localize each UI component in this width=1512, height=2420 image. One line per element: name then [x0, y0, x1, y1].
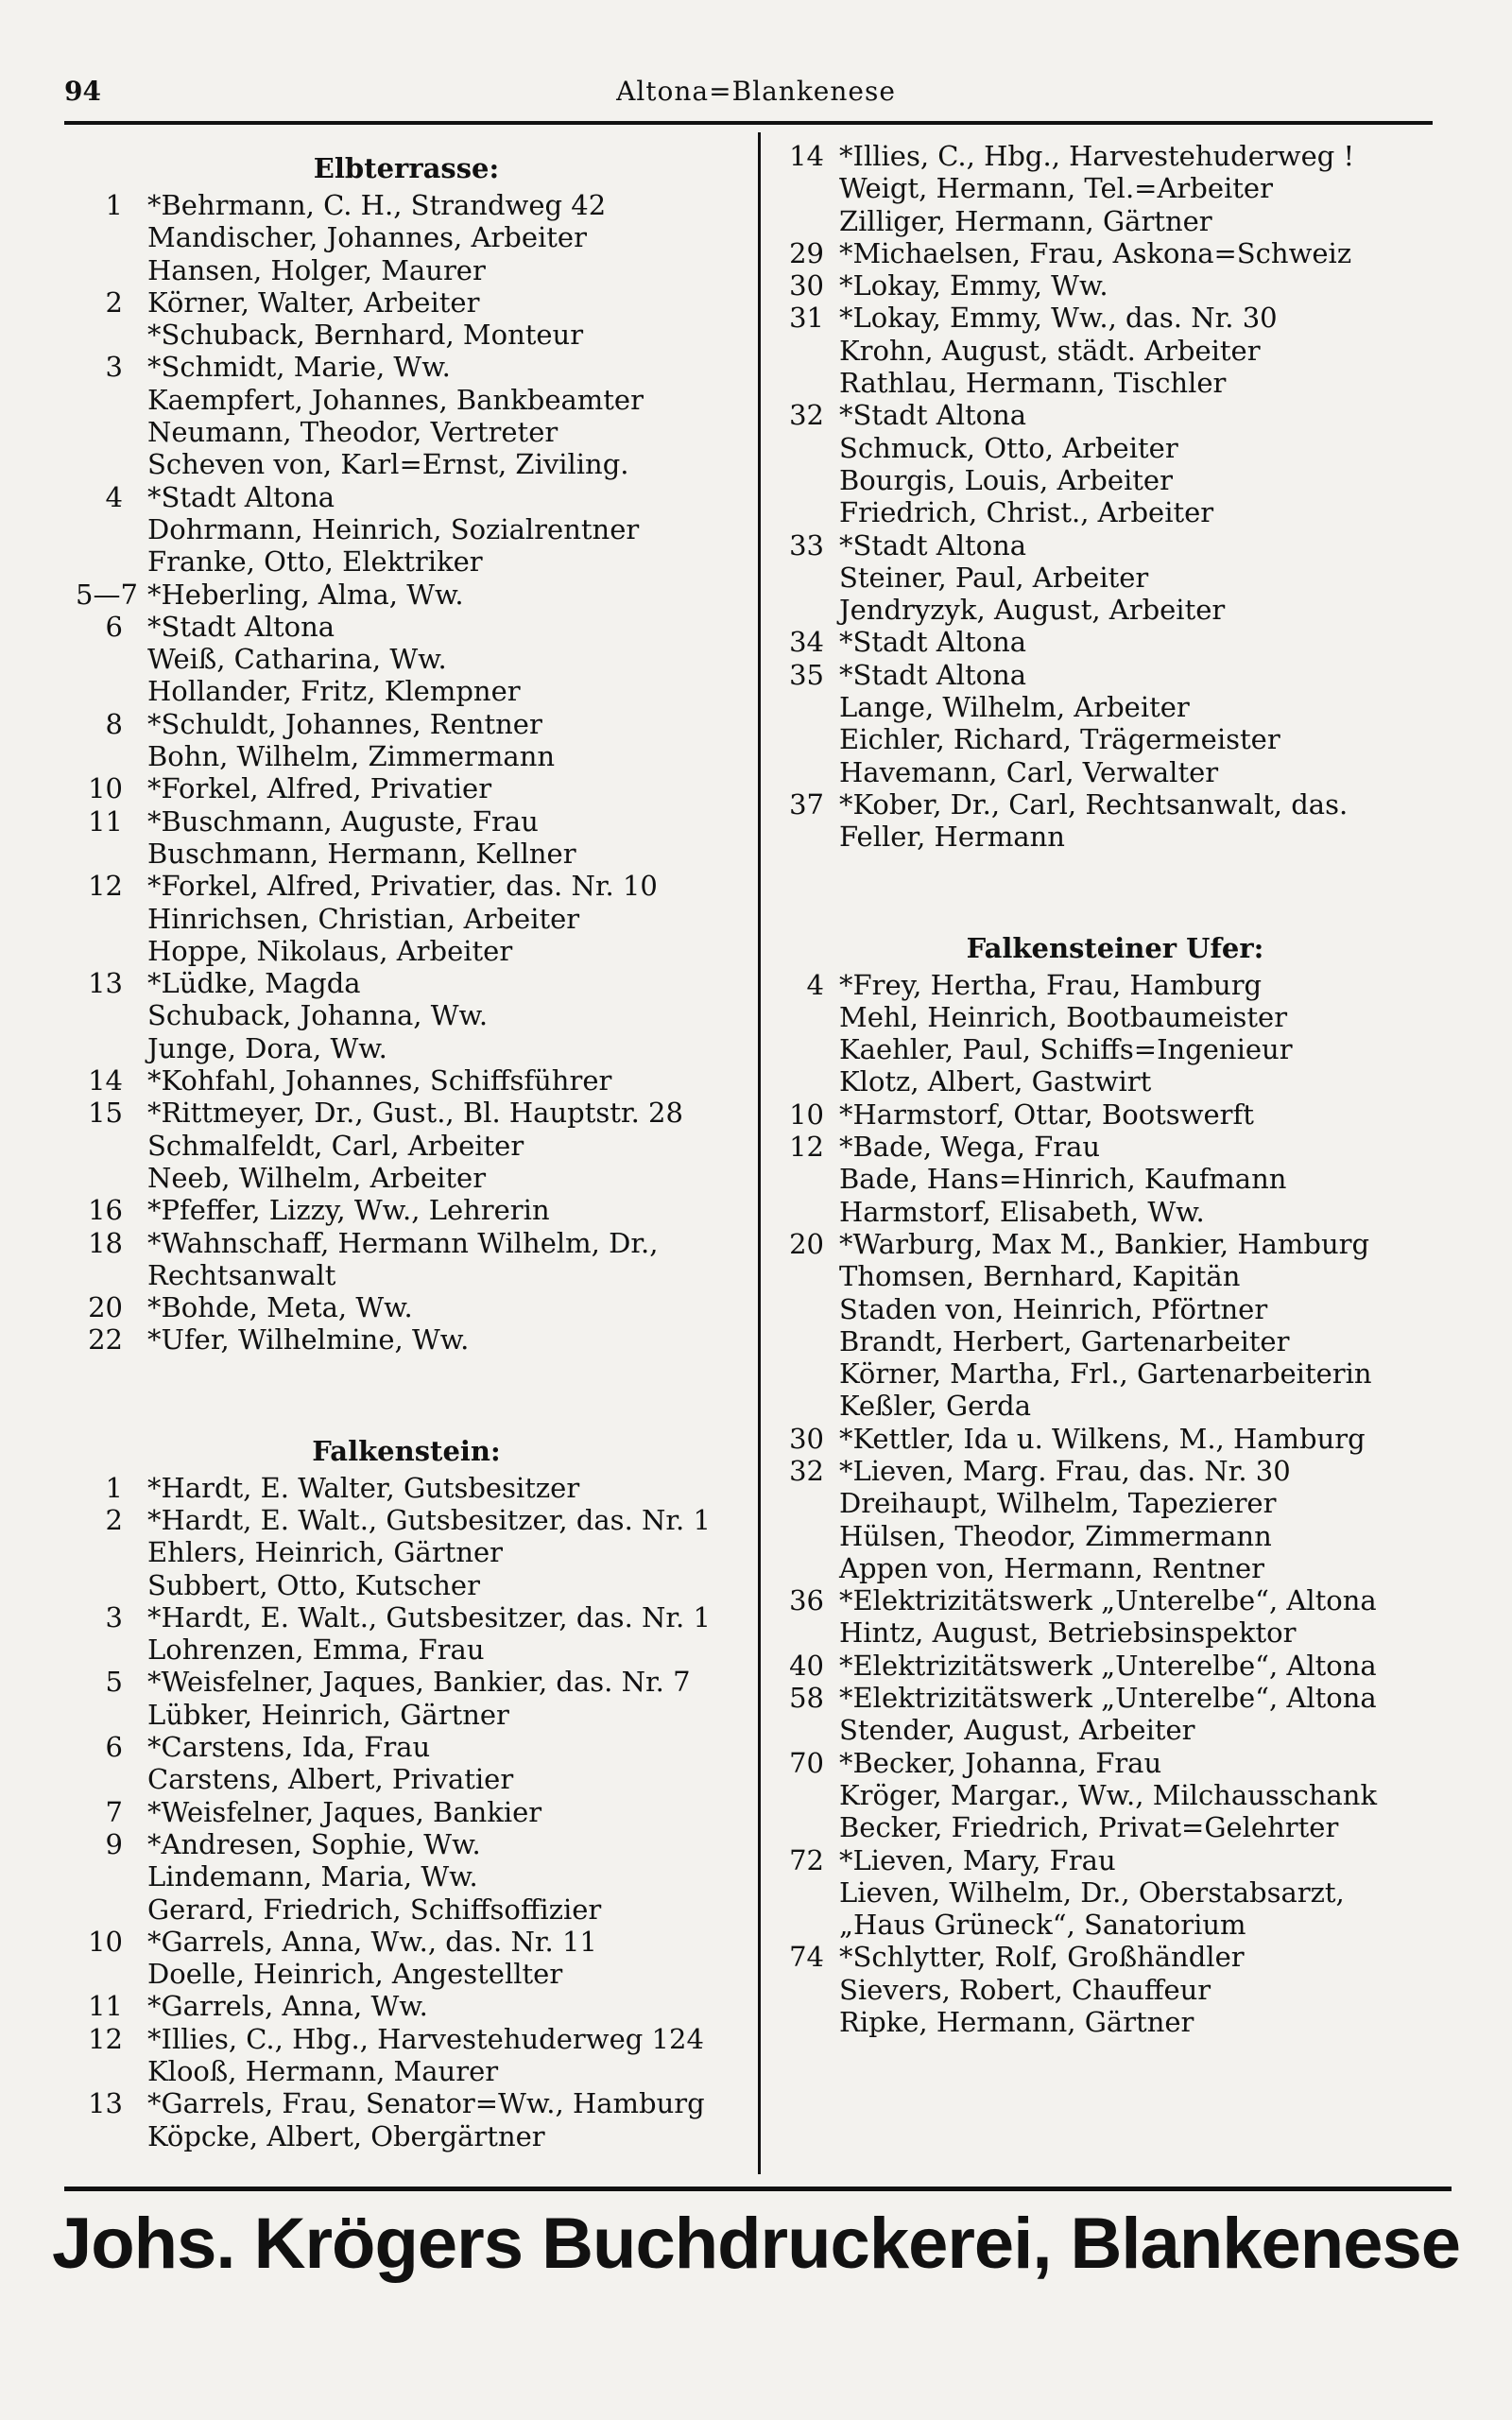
resident-text: Neeb, Wilhelm, Arbeiter: [147, 1161, 487, 1194]
house-number: 13: [88, 2087, 123, 2120]
directory-entry: [775, 594, 1455, 626]
directory-entry: [76, 1536, 737, 1568]
directory-entry: [775, 1650, 1455, 1682]
resident-text: *Illies, C., Hbg., Harvestehuderweg 124: [147, 2022, 704, 2055]
directory-entry: [76, 611, 737, 643]
directory-entry: [76, 643, 737, 675]
resident-text: *Garrels, Anna, Ww., das. Nr. 11: [147, 1925, 597, 1958]
resident-text: *Hardt, E. Walt., Gutsbesitzer, das. Nr. 1: [147, 1503, 711, 1536]
resident-text: Schuback, Johanna, Ww.: [147, 999, 489, 1032]
resident-text: Dohrmann, Heinrich, Sozialrentner: [147, 512, 640, 545]
directory-entry: [76, 1097, 737, 1129]
resident-text: Lange, Wilhelm, Arbeiter: [839, 691, 1190, 724]
directory-entry: [76, 319, 737, 351]
house-number: 13: [88, 967, 123, 1000]
directory-entry: [775, 1747, 1455, 1779]
resident-text: *Stadt Altona: [839, 658, 1027, 691]
resident-text: Hansen, Holger, Maurer: [147, 253, 486, 286]
page-number: 94: [64, 76, 101, 107]
house-number: 1: [105, 189, 123, 221]
directory-entry: [76, 675, 737, 707]
directory-entry: [775, 1098, 1455, 1131]
directory-entry: [76, 416, 737, 448]
house-number: 20: [789, 1227, 824, 1260]
house-number: 4: [806, 968, 824, 1001]
resident-text: Schmuck, Otto, Arbeiter: [839, 431, 1178, 464]
directory-entry: [76, 1860, 737, 1893]
directory-entry: [775, 1974, 1455, 2006]
resident-text: *Lüdke, Magda: [147, 967, 361, 1000]
directory-entry: [76, 1699, 737, 1731]
resident-text: *Schlytter, Rolf, Großhändler: [839, 1941, 1245, 1974]
resident-text: Havemann, Carl, Verwalter: [839, 755, 1219, 788]
directory-entry: [775, 1065, 1455, 1098]
directory-entry: [76, 2023, 737, 2055]
resident-text: Ehlers, Heinrich, Gärtner: [147, 1536, 504, 1569]
house-number: 35: [789, 658, 824, 691]
house-number: 6: [105, 610, 123, 643]
directory-entry: [76, 448, 737, 480]
resident-text: Subbert, Otto, Kutscher: [147, 1568, 480, 1601]
directory-entry: [775, 205, 1455, 237]
resident-text: Carstens, Albert, Privatier: [147, 1763, 514, 1796]
directory-entry: [775, 529, 1455, 562]
directory-entry: [775, 1163, 1455, 1195]
directory-entry: [76, 838, 737, 870]
resident-text: Lohrenzen, Emma, Frau: [147, 1634, 485, 1667]
directory-entry: [76, 351, 737, 383]
resident-text: Weigt, Hermann, Tel.=Arbeiter: [839, 172, 1273, 205]
directory-entry: [775, 1876, 1455, 1909]
resident-text: Kaempfert, Johannes, Bankbeamter: [147, 383, 644, 416]
resident-text: *Stadt Altona: [839, 626, 1027, 659]
resident-text: Krohn, August, städt. Arbeiter: [839, 334, 1261, 367]
directory-entry: [775, 1423, 1455, 1455]
house-number: 4: [105, 480, 123, 513]
resident-text: Rathlau, Hermann, Tischler: [839, 367, 1227, 400]
directory-entry: [775, 1357, 1455, 1390]
directory-entry: [775, 464, 1455, 496]
directory-entry: [775, 367, 1455, 399]
house-number: 37: [789, 787, 824, 821]
directory-entry: [775, 1390, 1455, 1422]
house-number: 12: [88, 870, 123, 903]
house-number: 2: [105, 1503, 123, 1536]
resident-text: Sievers, Robert, Chauffeur: [839, 1973, 1211, 2006]
resident-text: Ripke, Hermann, Gärtner: [839, 2006, 1194, 2039]
directory-entry: [775, 691, 1455, 723]
resident-text: Bohn, Wilhelm, Zimmermann: [147, 740, 556, 773]
resident-text: *Hardt, E. Walt., Gutsbesitzer, das. Nr. 1: [147, 1600, 711, 1634]
resident-text: *Schmidt, Marie, Ww.: [147, 351, 451, 384]
resident-text: Körner, Martha, Frl., Gartenarbeiterin: [839, 1357, 1372, 1391]
directory-entry: [76, 2087, 737, 2119]
directory-entry: [775, 821, 1455, 853]
street-heading: Elbterrasse:: [313, 152, 500, 184]
resident-text: *Lieven, Mary, Frau: [839, 1843, 1116, 1876]
directory-entry: [775, 626, 1455, 658]
resident-text: *Elektrizitätswerk „Unterelbe“, Altona: [839, 1649, 1377, 1682]
house-number: 74: [789, 1941, 824, 1974]
resident-text: *Lokay, Emmy, Ww., das. Nr. 30: [839, 302, 1278, 335]
directory-entry: [775, 335, 1455, 367]
directory-entry: [775, 1909, 1455, 1941]
directory-entry: [775, 1325, 1455, 1357]
house-number: 5: [105, 1666, 123, 1699]
directory-entry: [76, 999, 737, 1031]
directory-entry: [775, 969, 1455, 1001]
house-number: 58: [789, 1682, 824, 1715]
resident-text: Zilliger, Hermann, Gärtner: [839, 204, 1212, 237]
directory-entry: [76, 2120, 737, 2152]
directory-entry: [76, 189, 737, 221]
resident-text: *Illies, C., Hbg., Harvestehuderweg !: [839, 140, 1355, 172]
house-number: 9: [105, 1827, 123, 1860]
resident-text: Appen von, Hermann, Rentner: [839, 1551, 1265, 1584]
house-number: 15: [88, 1097, 123, 1130]
resident-text: Eichler, Richard, Trägermeister: [839, 723, 1280, 756]
directory-entry: [76, 384, 737, 416]
resident-text: *Wahnschaff, Hermann Wilhelm, Dr.,: [147, 1226, 659, 1259]
house-number: 16: [88, 1194, 123, 1227]
resident-text: *Elektrizitätswerk „Unterelbe“, Altona: [839, 1584, 1377, 1617]
directory-entry: [775, 1552, 1455, 1584]
resident-text: Becker, Friedrich, Privat=Gelehrter: [839, 1811, 1339, 1844]
resident-text: *Michaelsen, Frau, Askona=Schweiz: [839, 236, 1352, 269]
resident-text: Thomsen, Bernhard, Kapitän: [839, 1260, 1241, 1293]
directory-entry: [76, 545, 737, 578]
resident-text: *Ufer, Wilhelmine, Ww.: [147, 1323, 470, 1357]
directory-entry: [775, 1714, 1455, 1746]
directory-entry: [76, 1828, 737, 1860]
directory-entry: [775, 140, 1455, 172]
house-number: 12: [789, 1131, 824, 1164]
resident-text: Kaehler, Paul, Schiffs=Ingenieur: [839, 1033, 1293, 1066]
resident-text: *Schuback, Bernhard, Monteur: [147, 319, 584, 352]
resident-text: *Stadt Altona: [839, 528, 1027, 562]
left-column: [76, 140, 737, 2152]
resident-text: Scheven von, Karl=Ernst, Ziviling.: [147, 448, 629, 481]
directory-entry: [775, 1779, 1455, 1811]
house-number: 70: [789, 1746, 824, 1779]
resident-text: Steiner, Paul, Arbeiter: [839, 561, 1149, 594]
directory-entry: [76, 1504, 737, 1536]
resident-text: Dreihaupt, Wilhelm, Tapezierer: [839, 1487, 1277, 1520]
directory-entry: [775, 237, 1455, 269]
house-number: 30: [789, 1422, 824, 1455]
resident-text: Körner, Walter, Arbeiter: [147, 285, 480, 319]
directory-entry: [76, 1259, 737, 1291]
resident-text: *Carstens, Ida, Frau: [147, 1731, 431, 1764]
directory-entry: [76, 805, 737, 838]
directory-entry: [775, 302, 1455, 334]
resident-text: Staden von, Heinrich, Pförtner: [839, 1292, 1268, 1325]
house-number: 31: [789, 302, 824, 335]
directory-entry: [76, 772, 737, 804]
directory-entry: [76, 1796, 737, 1828]
directory-entry: [76, 1666, 737, 1698]
house-number: 5—7: [76, 578, 138, 611]
resident-text: Mehl, Heinrich, Bootbaumeister: [839, 1000, 1288, 1033]
directory-entry: [76, 481, 737, 513]
directory-entry: [76, 579, 737, 611]
resident-text: *Lieven, Marg. Frau, das. Nr. 30: [839, 1454, 1291, 1487]
directory-entry: [76, 1569, 737, 1601]
house-number: 14: [88, 1064, 123, 1098]
directory-entry: [775, 1260, 1455, 1292]
resident-text: Franke, Otto, Elektriker: [147, 545, 483, 579]
house-number: 40: [789, 1649, 824, 1682]
house-number: 32: [789, 1454, 824, 1487]
resident-text: *Kober, Dr., Carl, Rechtsanwalt, das.: [839, 787, 1349, 821]
resident-text: *Frey, Hertha, Frau, Hamburg: [839, 968, 1263, 1001]
directory-entry: [76, 1926, 737, 1958]
directory-entry: [76, 1032, 737, 1064]
directory-entry: [76, 286, 737, 319]
house-number: 11: [88, 804, 123, 838]
directory-entry: [76, 1763, 737, 1795]
resident-text: Kröger, Margar., Ww., Milchausschank: [839, 1778, 1378, 1811]
resident-text: Harmstorf, Elisabeth, Ww.: [839, 1195, 1205, 1228]
house-number: 10: [88, 772, 123, 805]
directory-entry: [76, 1130, 737, 1162]
resident-text: Stender, August, Arbeiter: [839, 1714, 1195, 1747]
house-number: 20: [88, 1291, 123, 1324]
directory-entry: [775, 562, 1455, 594]
directory-entry: [775, 659, 1455, 691]
resident-text: Rechtsanwalt: [147, 1258, 336, 1291]
resident-text: Bade, Hans=Hinrich, Kaufmann: [839, 1163, 1287, 1196]
street-heading: Falkensteiner Ufer:: [966, 931, 1264, 964]
house-number: 10: [88, 1925, 123, 1958]
resident-text: Klooß, Hermann, Maurer: [147, 2055, 499, 2088]
house-number: 1: [105, 1471, 123, 1504]
directory-entry: [76, 1194, 737, 1226]
directory-entry: [76, 221, 737, 253]
directory-entry: [775, 432, 1455, 464]
resident-text: *Bade, Wega, Frau: [839, 1131, 1101, 1164]
house-number: 36: [789, 1584, 824, 1617]
header-rule: [64, 121, 1433, 125]
house-number: 8: [105, 707, 123, 740]
directory-entry: [775, 2006, 1455, 2038]
directory-entry: [76, 708, 737, 740]
footer-rule: [64, 2187, 1452, 2191]
resident-text: Weiß, Catharina, Ww.: [147, 643, 447, 676]
directory-entry: [76, 1601, 737, 1634]
directory-entry: [76, 1990, 737, 2022]
directory-entry: [775, 1001, 1455, 1033]
directory-entry: [76, 1162, 737, 1194]
resident-text: Mandischer, Johannes, Arbeiter: [147, 221, 587, 254]
directory-entry: [775, 1682, 1455, 1714]
directory-entry: [76, 513, 737, 545]
directory-entry: [775, 1616, 1455, 1649]
resident-text: Hinrichsen, Christian, Arbeiter: [147, 902, 580, 935]
directory-entry: [775, 1293, 1455, 1325]
directory-entry: [775, 1131, 1455, 1163]
resident-text: Lübker, Heinrich, Gärtner: [147, 1698, 509, 1731]
directory-entry: [76, 1064, 737, 1097]
resident-text: *Forkel, Alfred, Privatier: [147, 772, 492, 805]
resident-text: *Harmstorf, Ottar, Bootswerft: [839, 1098, 1254, 1131]
resident-text: *Schuldt, Johannes, Rentner: [147, 707, 542, 740]
resident-text: *Warburg, Max M., Bankier, Hamburg: [839, 1227, 1370, 1260]
running-title: Altona=Blankenese: [616, 76, 896, 107]
resident-text: *Stadt Altona: [147, 610, 335, 643]
house-number: 29: [789, 236, 824, 269]
directory-entry: [775, 1228, 1455, 1260]
resident-text: *Stadt Altona: [147, 480, 335, 513]
resident-text: *Pfeffer, Lizzy, Ww., Lehrerin: [147, 1194, 550, 1227]
section-gap: [775, 854, 1455, 920]
directory-entry: [775, 1487, 1455, 1519]
directory-entry: [775, 1196, 1455, 1228]
directory-entry: [76, 2055, 737, 2087]
resident-text: Schmalfeldt, Carl, Arbeiter: [147, 1129, 524, 1162]
resident-text: Hülsen, Theodor, Zimmermann: [839, 1519, 1272, 1552]
directory-entry: [775, 269, 1455, 302]
resident-text: *Heberling, Alma, Ww.: [147, 578, 464, 611]
resident-text: *Elektrizitätswerk „Unterelbe“, Altona: [839, 1682, 1377, 1715]
directory-entry: [775, 1455, 1455, 1487]
directory-entry: [76, 1291, 737, 1323]
resident-text: *Becker, Johanna, Frau: [839, 1746, 1162, 1779]
resident-text: *Weisfelner, Jaques, Bankier: [147, 1795, 542, 1828]
section-gap: [76, 1357, 737, 1423]
house-number: 6: [105, 1731, 123, 1764]
resident-text: Lindemann, Maria, Ww.: [147, 1860, 478, 1893]
house-number: 3: [105, 351, 123, 384]
resident-text: Buschmann, Hermann, Kellner: [147, 837, 576, 870]
resident-text: Neumann, Theodor, Vertreter: [147, 416, 558, 449]
house-number: 18: [88, 1226, 123, 1259]
resident-text: *Andresen, Sophie, Ww.: [147, 1827, 481, 1860]
directory-entry: [76, 1472, 737, 1504]
directory-entry: [76, 1634, 737, 1666]
directory-entry: [76, 1323, 737, 1356]
directory-entry: [76, 1958, 737, 1990]
directory-entry: [76, 740, 737, 772]
house-number: 32: [789, 399, 824, 432]
directory-entry: [76, 870, 737, 902]
resident-text: *Forkel, Alfred, Privatier, das. Nr. 10: [147, 870, 658, 903]
directory-entry: [76, 1227, 737, 1259]
resident-text: Hintz, August, Betriebsinspektor: [839, 1616, 1297, 1650]
directory-entry: [775, 1033, 1455, 1065]
house-number: 3: [105, 1600, 123, 1634]
resident-text: Junge, Dora, Ww.: [147, 1031, 387, 1064]
directory-entry: [775, 723, 1455, 755]
house-number: 11: [88, 1990, 123, 2023]
resident-text: *Buschmann, Auguste, Frau: [147, 804, 539, 838]
house-number: 33: [789, 528, 824, 562]
resident-text: *Kettler, Ida u. Wilkens, M., Hamburg: [839, 1422, 1366, 1455]
resident-text: Lieven, Wilhelm, Dr., Oberstabsarzt,: [839, 1876, 1345, 1909]
house-number: 34: [789, 626, 824, 659]
house-number: 12: [88, 2022, 123, 2055]
directory-entry: [76, 1731, 737, 1763]
directory-entry: [775, 1520, 1455, 1552]
printer-advertisement: Johs. Krögers Buchdruckerei, Blankenese: [51, 2204, 1461, 2284]
directory-entry: [775, 1811, 1455, 1843]
directory-entry: [775, 1941, 1455, 1973]
directory-entry: [76, 967, 737, 999]
resident-text: Feller, Hermann: [839, 821, 1065, 854]
house-number: 72: [789, 1843, 824, 1876]
resident-text: Hollander, Fritz, Klempner: [147, 675, 521, 708]
directory-entry: [775, 172, 1455, 204]
house-number: 14: [789, 140, 824, 172]
house-number: 10: [789, 1098, 824, 1131]
directory-entry: [775, 496, 1455, 528]
resident-text: Bourgis, Louis, Arbeiter: [839, 463, 1173, 496]
street-heading: Falkenstein:: [312, 1434, 501, 1467]
directory-entry: [775, 1584, 1455, 1616]
resident-text: *Garrels, Anna, Ww.: [147, 1990, 428, 2023]
house-number: 2: [105, 285, 123, 319]
resident-text: Köpcke, Albert, Obergärtner: [147, 2119, 545, 2152]
resident-text: Hoppe, Nikolaus, Arbeiter: [147, 934, 513, 967]
directory-entry: [775, 399, 1455, 431]
resident-text: Doelle, Heinrich, Angestellter: [147, 1958, 563, 1991]
resident-text: *Garrels, Frau, Senator=Ww., Hamburg: [147, 2087, 705, 2120]
resident-text: *Bohde, Meta, Ww.: [147, 1291, 413, 1324]
resident-text: *Kohfahl, Johannes, Schiffsführer: [147, 1064, 612, 1098]
resident-text: *Lokay, Emmy, Ww.: [839, 269, 1108, 302]
resident-text: *Hardt, E. Walter, Gutsbesitzer: [147, 1471, 580, 1504]
resident-text: Jendryzyk, August, Arbeiter: [839, 594, 1226, 627]
directory-entry: [775, 1844, 1455, 1876]
resident-text: Klotz, Albert, Gastwirt: [839, 1065, 1152, 1098]
right-column: [775, 140, 1455, 2038]
directory-entry: [76, 903, 737, 935]
resident-text: Friedrich, Christ., Arbeiter: [839, 496, 1214, 529]
house-number: 22: [88, 1323, 123, 1357]
resident-text: Gerard, Friedrich, Schiffsoffizier: [147, 1893, 602, 1926]
house-number: 7: [105, 1795, 123, 1828]
column-divider: [758, 132, 761, 2174]
directory-entry: [775, 756, 1455, 788]
resident-text: *Rittmeyer, Dr., Gust., Bl. Hauptstr. 28: [147, 1097, 683, 1130]
resident-text: *Stadt Altona: [839, 399, 1027, 432]
resident-text: „Haus Grüneck“, Sanatorium: [839, 1909, 1246, 1942]
directory-entry: [76, 1893, 737, 1926]
house-number: 30: [789, 269, 824, 302]
resident-text: *Behrmann, C. H., Strandweg 42: [147, 189, 607, 221]
resident-text: *Weisfelner, Jaques, Bankier, das. Nr. 7: [147, 1666, 691, 1699]
directory-entry: [76, 935, 737, 967]
directory-entry: [76, 254, 737, 286]
resident-text: Keßler, Gerda: [839, 1390, 1032, 1423]
directory-entry: [775, 788, 1455, 821]
resident-text: Brandt, Herbert, Gartenarbeiter: [839, 1324, 1290, 1357]
